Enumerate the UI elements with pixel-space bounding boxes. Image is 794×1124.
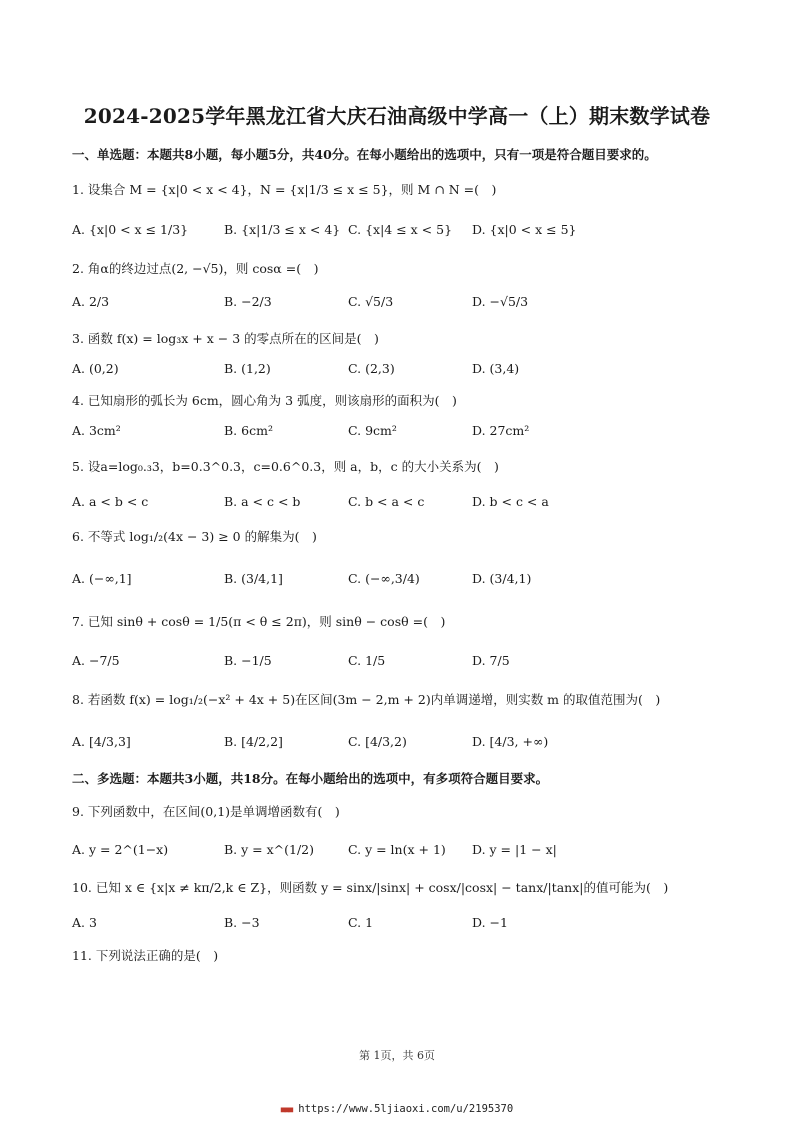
watermark-logo-icon: ■■■ — [280, 1105, 293, 1114]
question-6-options — [72, 571, 732, 595]
option-c: C. (−∞,3/4) — [348, 571, 420, 586]
option-c: C. √5/3 — [348, 294, 394, 309]
option-d: D. −√5/3 — [472, 294, 529, 309]
option-d: D. (3,4) — [472, 361, 520, 376]
option-a: A. −7/5 — [72, 653, 120, 668]
question-4-stem: 4. 已知扇形的弧长为 6cm，圆心角为 3 弧度，则该扇形的面积为( ) — [72, 393, 457, 408]
question-5-options — [72, 494, 732, 518]
option-b: B. −2/3 — [224, 294, 272, 309]
option-b: B. {x|1/3 ≤ x < 4} — [224, 222, 341, 237]
option-d: D. 27cm² — [472, 423, 530, 438]
option-d: D. {x|0 < x ≤ 5} — [472, 222, 577, 237]
page-title: 2024-2025学年黑龙江省大庆石油高级中学高一（上）期末数学试卷 — [83, 104, 711, 128]
option-d: D. y = |1 − x| — [472, 842, 557, 857]
question-3-stem: 3. 函数 f(x) = log₃x + x − 3 的零点所在的区间是( ) — [72, 331, 379, 346]
option-a: A. (0,2) — [72, 361, 119, 376]
question-1-options — [72, 222, 732, 246]
option-c: C. {x|4 ≤ x < 5} — [348, 222, 453, 237]
question-10-options — [72, 915, 732, 939]
question-11-stem: 11. 下列说法正确的是( ) — [72, 948, 219, 963]
question-9-stem: 9. 下列函数中，在区间(0,1)是单调增函数有( ) — [72, 804, 340, 819]
option-a: A. 3 — [72, 915, 97, 930]
option-a: A. 2/3 — [72, 294, 110, 309]
option-a: A. y = 2^(1−x) — [72, 842, 169, 857]
question-6-stem: 6. 不等式 log₁/₂(4x − 3) ≥ 0 的解集为( ) — [72, 529, 317, 544]
question-8-stem: 8. 若函数 f(x) = log₁/₂(−x² + 4x + 5)在区间(3m − 2,m + 2)内单调递增，则实数 m 的取值范围为( ) — [72, 692, 661, 707]
question-3-options — [72, 361, 732, 385]
question-8-options — [72, 734, 732, 758]
section-heading-single-choice: 一、单选题：本题共8小题，每小题5分，共40分。在每小题给出的选项中，只有一项是符合题目要求的。 — [72, 147, 657, 162]
option-c: C. 1 — [348, 915, 374, 930]
option-b: B. −3 — [224, 915, 260, 930]
option-b: B. (1,2) — [224, 361, 271, 376]
option-c: C. y = ln(x + 1) — [348, 842, 446, 857]
option-d: D. [4/3, +∞) — [472, 734, 549, 749]
question-2-options — [72, 294, 732, 318]
watermark — [0, 1103, 794, 1115]
option-b: B. (3/4,1] — [224, 571, 283, 586]
option-a: A. [4/3,3] — [72, 734, 131, 749]
question-2-stem: 2. 角α的终边过点(2, −√5)，则 cosα =( ) — [72, 261, 319, 276]
option-c: C. 9cm² — [348, 423, 397, 438]
option-b: B. y = x^(1/2) — [224, 842, 315, 857]
question-4-options — [72, 423, 732, 447]
section-heading-multi-choice: 二、多选题：本题共3小题，共18分。在每小题给出的选项中，有多项符合题目要求。 — [72, 771, 549, 786]
option-c: C. 1/5 — [348, 653, 386, 668]
option-c: C. [4/3,2) — [348, 734, 407, 749]
option-b: B. 6cm² — [224, 423, 273, 438]
page-footer: 第 1页，共 6页 — [359, 1049, 435, 1062]
option-b: B. a < c < b — [224, 494, 301, 509]
option-a: A. (−∞,1] — [72, 571, 132, 586]
option-d: D. b < c < a — [472, 494, 549, 509]
question-9-options — [72, 842, 732, 866]
option-d: D. (3/4,1) — [472, 571, 532, 586]
option-d: D. −1 — [472, 915, 508, 930]
watermark-url[interactable]: https://www.5ljiaoxi.com/u/2195370 — [298, 1103, 514, 1115]
option-b: B. −1/5 — [224, 653, 272, 668]
question-1-stem: 1. 设集合 M = {x|0 < x < 4}，N = {x|1/3 ≤ x ≤ 5}，则 M ∩ N =( ) — [72, 182, 497, 197]
question-7-options — [72, 653, 732, 677]
option-d: D. 7/5 — [472, 653, 510, 668]
option-a: A. 3cm² — [72, 423, 121, 438]
option-a: A. a < b < c — [72, 494, 149, 509]
question-7-stem: 7. 已知 sinθ + cosθ = 1/5(π < θ ≤ 2π)，则 sinθ − cosθ =( ) — [72, 614, 446, 629]
option-c: C. (2,3) — [348, 361, 395, 376]
option-b: B. [4/2,2] — [224, 734, 283, 749]
option-c: C. b < a < c — [348, 494, 425, 509]
option-a: A. {x|0 < x ≤ 1/3} — [72, 222, 189, 237]
question-5-stem: 5. 设a=log₀.₃3，b=0.3^0.3，c=0.6^0.3，则 a，b，c 的大小关系为( ) — [72, 459, 499, 474]
question-10-stem: 10. 已知 x ∈ {x|x ≠ kπ/2,k ∈ Z}，则函数 y = sinx/|sinx| + cosx/|cosx| − tanx/|tanx|的值可能为( ) — [72, 880, 669, 895]
